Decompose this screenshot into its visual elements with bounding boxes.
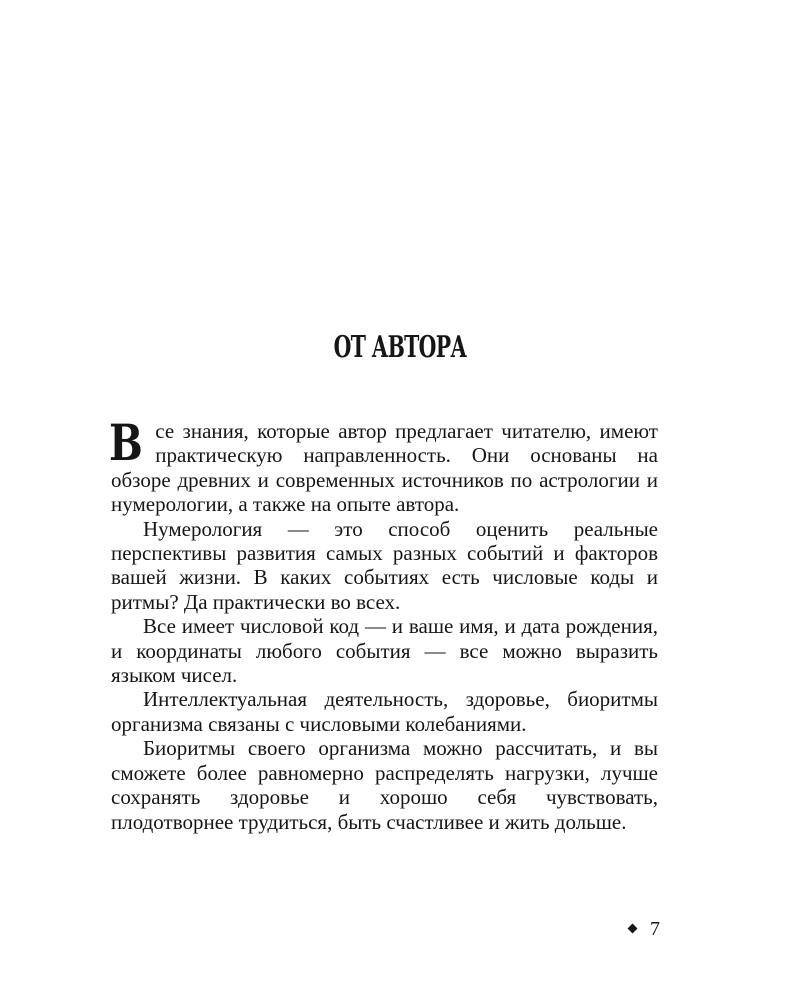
page-footer [600, 916, 660, 942]
drop-cap: В [109, 413, 143, 472]
chapter-title: ОТ АВТОРА [333, 330, 467, 365]
paragraph: Биоритмы своего организма можно рассчитать, и вы сможете более равномерно распределять нагрузки, лучше сохранять здоровье и хорошо себя чувствовать, плодотворнее трудиться, быть счастливее и жить дольше. [111, 736, 658, 834]
paragraph [109, 413, 658, 517]
page-number: 7 [650, 918, 660, 940]
diamond-icon [628, 923, 638, 933]
paragraph: Все имеет числовой код — и ваше имя, и дата рождения, и координаты любого события — все можно выразить языком чисел. [111, 614, 658, 688]
paragraph-text: се знания, которые автор предлагает читателю, имеют практическую направленность. Они основаны на обзоре древних и современных источников по астрологии и нумерологии, а также на опыте автора. [111, 419, 658, 517]
paragraph: Нумерология — это способ оценить реальные перспективы развития самых разных событий и факторов вашей жизни. В каких событиях есть числовые коды и ритмы? Да практически во всех. [111, 516, 658, 614]
paragraph: Интеллектуальная деятельность, здоровье, биоритмы организма связаны с числовыми колебаниями. [111, 687, 658, 736]
body-text [109, 413, 658, 834]
